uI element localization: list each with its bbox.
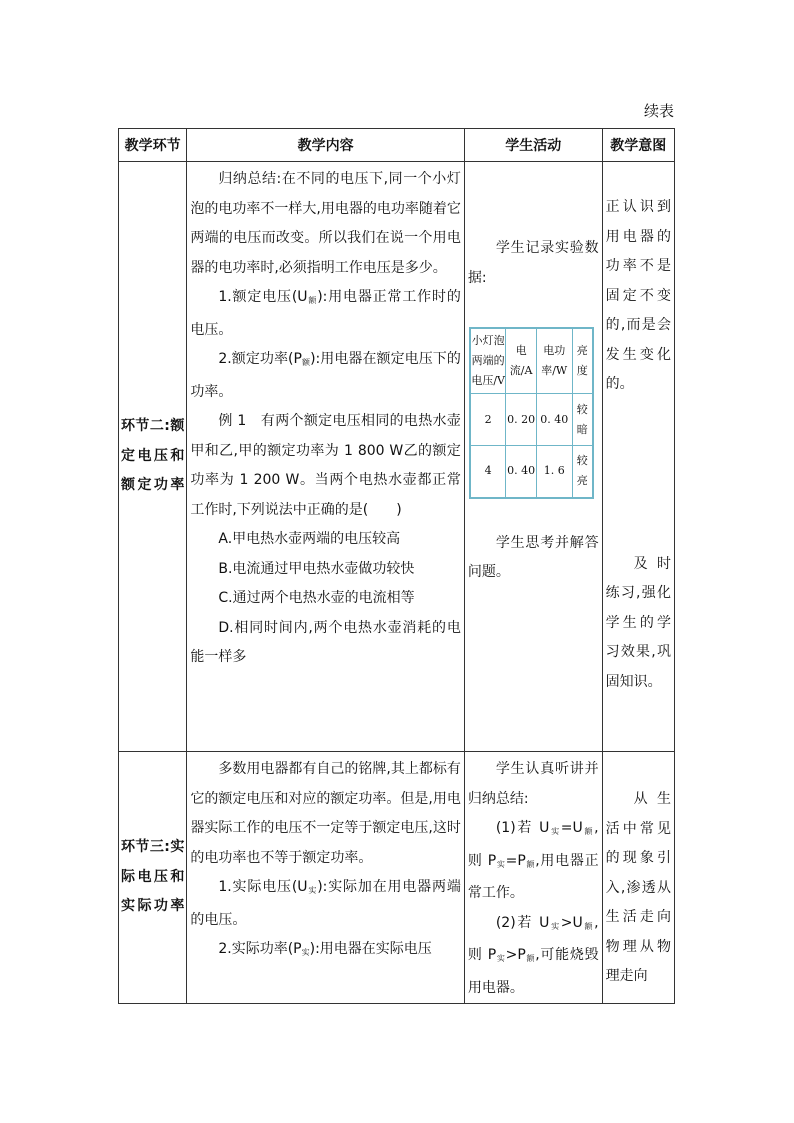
header-content: 教学内容 — [187, 129, 464, 162]
segment-2-activity — [465, 162, 602, 293]
data-header-current: 电流/A — [506, 328, 536, 394]
table-row-segment-3 — [119, 752, 675, 1004]
header-activity: 学生活动 — [464, 129, 602, 162]
option-b: B.电流通过甲电热水壶做功较快 — [218, 560, 415, 577]
segment-3-content — [187, 752, 463, 968]
lesson-plan-table — [118, 128, 675, 1004]
rated-power-paragraph: 2.额定功率$(P_额)$:用电器在额定电压下的功率。 — [190, 351, 461, 400]
segment-3-activity: 学生认真听讲并归纳总结: (1)若 $U_实=U_额$,则 $P_实=P_额$,用电器正常工作。 (2)若 $U_实>U_额$,则 $P_实>P_额$,可能烧毁用电器。 — [465, 752, 602, 1003]
case-equal: (1)若 $U_实=U_额$,则 $P_实=P_额$,用电器正常工作。 — [467, 820, 599, 901]
option-d: D.相同时间内,两个电热水壶消耗的电能一样多 — [190, 619, 461, 665]
header-segment: 教学环节 — [119, 129, 187, 162]
data-header-brightness: 亮度 — [572, 328, 593, 394]
data-header-power: 电功率/W — [536, 328, 572, 394]
segment-2-content — [187, 162, 463, 673]
data-row: 2 0. 20 0. 40 较暗 — [470, 394, 593, 446]
data-row: 4 0. 40 1. 6 较亮 — [470, 446, 593, 498]
segment-2-intent-2: 及时练习,强化学生的学习效果,巩固知识。 — [605, 555, 671, 690]
segment-2-intent-1: 正认识到用电器的功率不是固定不变的,而是会发生变化的。 — [605, 199, 671, 392]
summary-paragraph: 归纳总结:在不同的电压下,同一个小灯泡的电功率不一样大,用电器的电功率随着它两端的电压而改变。所以我们在说一个用电器的电功率时,必须指明工作电压是多少。 — [190, 171, 461, 276]
example-question: 例 1 有两个额定电压相同的电热水壶甲和乙,甲的额定功率为 1 800 W乙的额定功率为 1 200 W。当两个电热水壶都正常工作时,下列说法中正确的是( ) — [190, 413, 461, 518]
actual-power-paragraph: 2.实际功率$(P_实)$:用电器在实际电压 — [218, 941, 432, 957]
rated-voltage-paragraph: 1.额定电压$(U_额)$:用电器正常工作时的电压。 — [190, 289, 461, 338]
option-c: C.通过两个电热水壶的电流相等 — [218, 590, 415, 606]
segment-2-label: 环节二:额定电压和额定功率 — [121, 418, 185, 494]
case-greater: (2)若 $U_实>U_额$,则 $P_实>P_额$,可能烧毁用电器。 — [467, 914, 599, 996]
option-a: A.甲电热水壶两端的电压较高 — [218, 531, 401, 547]
activity-record-text: 学生记录实验数据: — [467, 240, 599, 286]
data-header-voltage: 小灯泡两端的电压/V — [470, 328, 506, 394]
experiment-data-table — [469, 327, 594, 499]
header-intent: 教学意图 — [602, 129, 674, 162]
nameplate-paragraph: 多数用电器都有自己的铭牌,其上都标有它的额定电压和对应的额定功率。但是,用电器实际工作的电压不一定等于额定电压,这时的电功率也不等于额定功率。 — [190, 761, 461, 866]
table-header-row — [119, 129, 675, 162]
continued-label: 续表 — [643, 102, 674, 120]
table-row-segment-2 — [119, 162, 675, 752]
segment-3-label: 环节三:实际电压和实际功率 — [121, 839, 185, 915]
segment-2-activity-think: 学生思考并解答问题。 — [467, 534, 599, 580]
segment-3-intent: 从生活中常见的现象引入,渗透从生活走向物理从物理走向 — [605, 791, 671, 984]
actual-voltage-paragraph: 1.实际电压$(U_实)$:实际加在用电器两端的电压。 — [190, 879, 461, 928]
